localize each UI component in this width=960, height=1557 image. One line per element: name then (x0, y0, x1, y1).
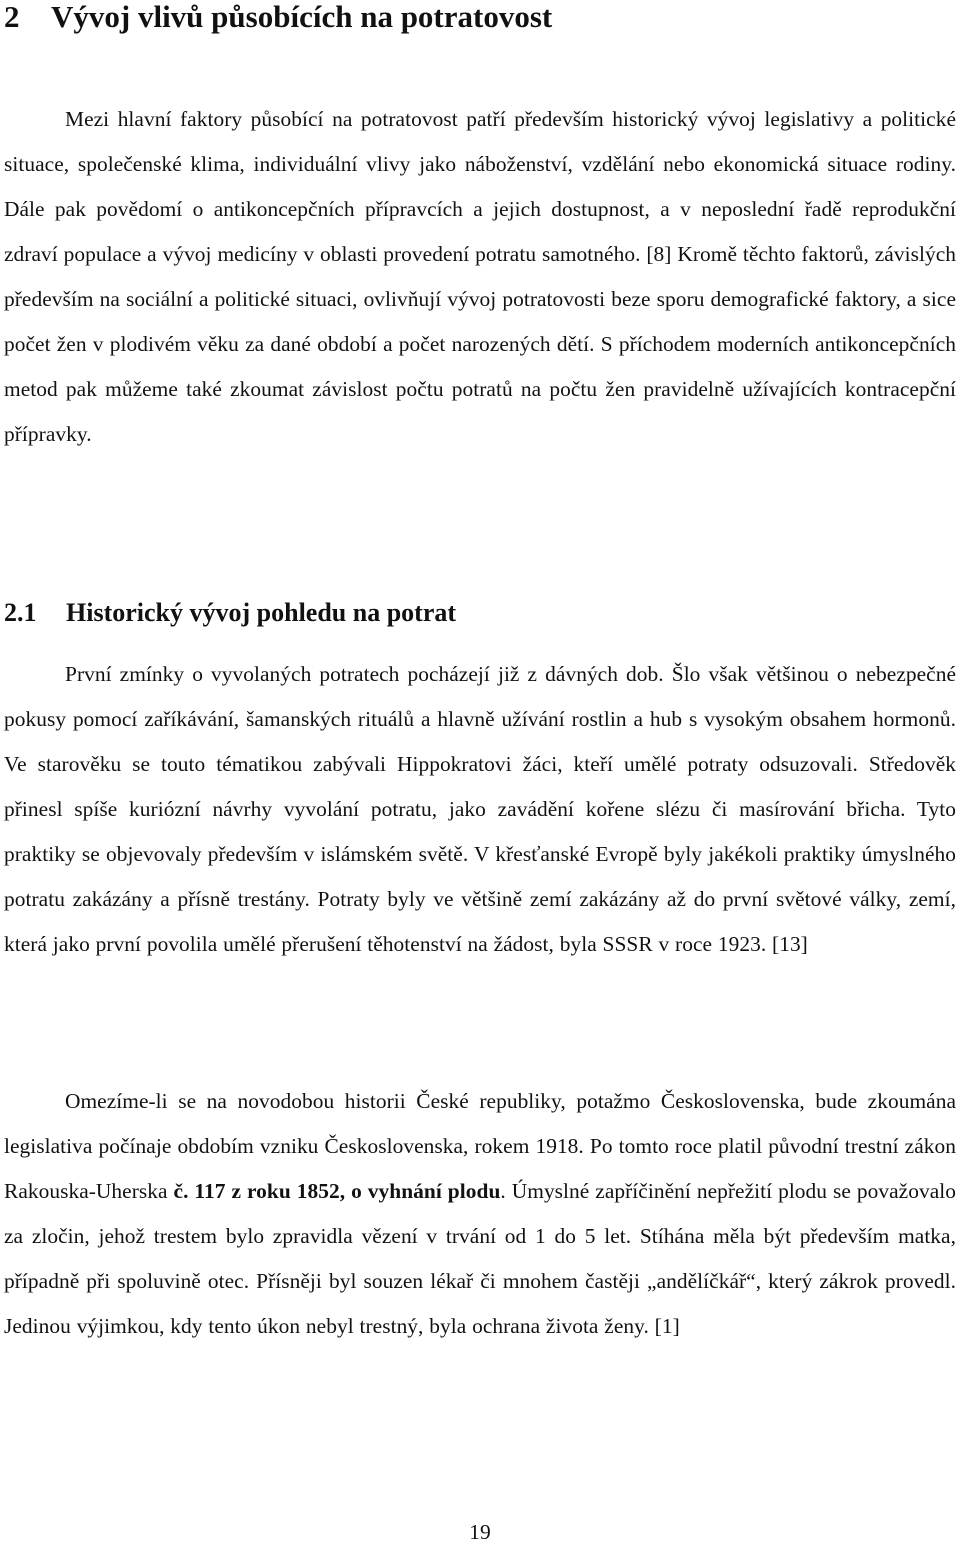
law-reference: č. 117 z roku 1852, o vyhnání plodu (173, 1179, 501, 1203)
paragraph-legislation (4, 1079, 956, 1349)
section-number: 2.1 (4, 598, 37, 627)
chapter-number: 2 (4, 0, 20, 34)
section-title: Historický vývoj pohledu na potrat (66, 598, 457, 627)
paragraph-history: První zmínky o vyvolaných potratech pocházejí již z dávných dob. Šlo však většinou o nebezpečné pokusy pomocí zaříkávání, šamanských rituálů a hlavně užívání rostlin a hub s vysokým obsahem hormonů. Ve starověku se touto tématikou zabývali Hippokratovi žáci, kteří umělé potraty odsuzovali. Středověk přinesl spíše kuriózní návrhy vyvolání potratu, jako zavádění kořene slézu či masírování břicha. Tyto praktiky se objevovaly především v islámském světě. V křesťanské Evropě byly jakékoli praktiky úmyslného potratu zakázány a přísně trestány. Potraty byly ve většině zemí zakázány až do první světové války, zemí, která jako první povolila umělé přerušení těhotenství na žádost, byla SSSR v roce 1923. [13] (4, 662, 956, 956)
paragraph-legislation-part-1: Omezíme-li se na novodobou historii České republiky, potažmo Československa, bude zkoumána legislativa počínaje obdobím vzniku Československa, rokem 1918. Po tomto roce platil původní trestní zákon Rakouska-Uherska (4, 1089, 956, 1203)
page-number: 19 (469, 1520, 491, 1544)
chapter-title: Vývoj vlivů působících na potratovost (51, 0, 553, 34)
section-heading (4, 596, 954, 630)
chapter-heading (4, 0, 954, 34)
paragraph-legislation-part-2: . Úmyslné zapříčinění nepřežití plodu se považovalo za zločin, jehož trestem bylo zpravidla vězení v trvání od 1 do 5 let. Stíhána měla být především matka, případně při spoluvině otec. Přísněji byl souzen lékař či mnohem častěji „andělíčkář“, který zákrok provedl. Jedinou výjimkou, kdy tento úkon nebyl trestný, byla ochrana života ženy. [1] (4, 1179, 956, 1338)
paragraph-factors: Mezi hlavní faktory působící na potratovost patří především historický vývoj legislativy a politické situace, společenské klima, individuální vlivy jako náboženství, vzdělání nebo ekonomická situace rodiny. Dále pak povědomí o antikoncepčních přípravcích a jejich dostupnost, a v neposlední řadě reprodukční zdraví populace a vývoj medicíny v oblasti provedení potratu samotného. [8] Kromě těchto faktorů, závislých především na sociální a politické situaci, ovlivňují vývoj potratovosti beze sporu demografické faktory, a sice počet žen v plodivém věku za dané období a počet narozených dětí. S příchodem moderních antikoncepčních metod pak můžeme také zkoumat závislost počtu potratů na počtu žen pravidelně užívajících kontracepční přípravky. (4, 107, 956, 446)
